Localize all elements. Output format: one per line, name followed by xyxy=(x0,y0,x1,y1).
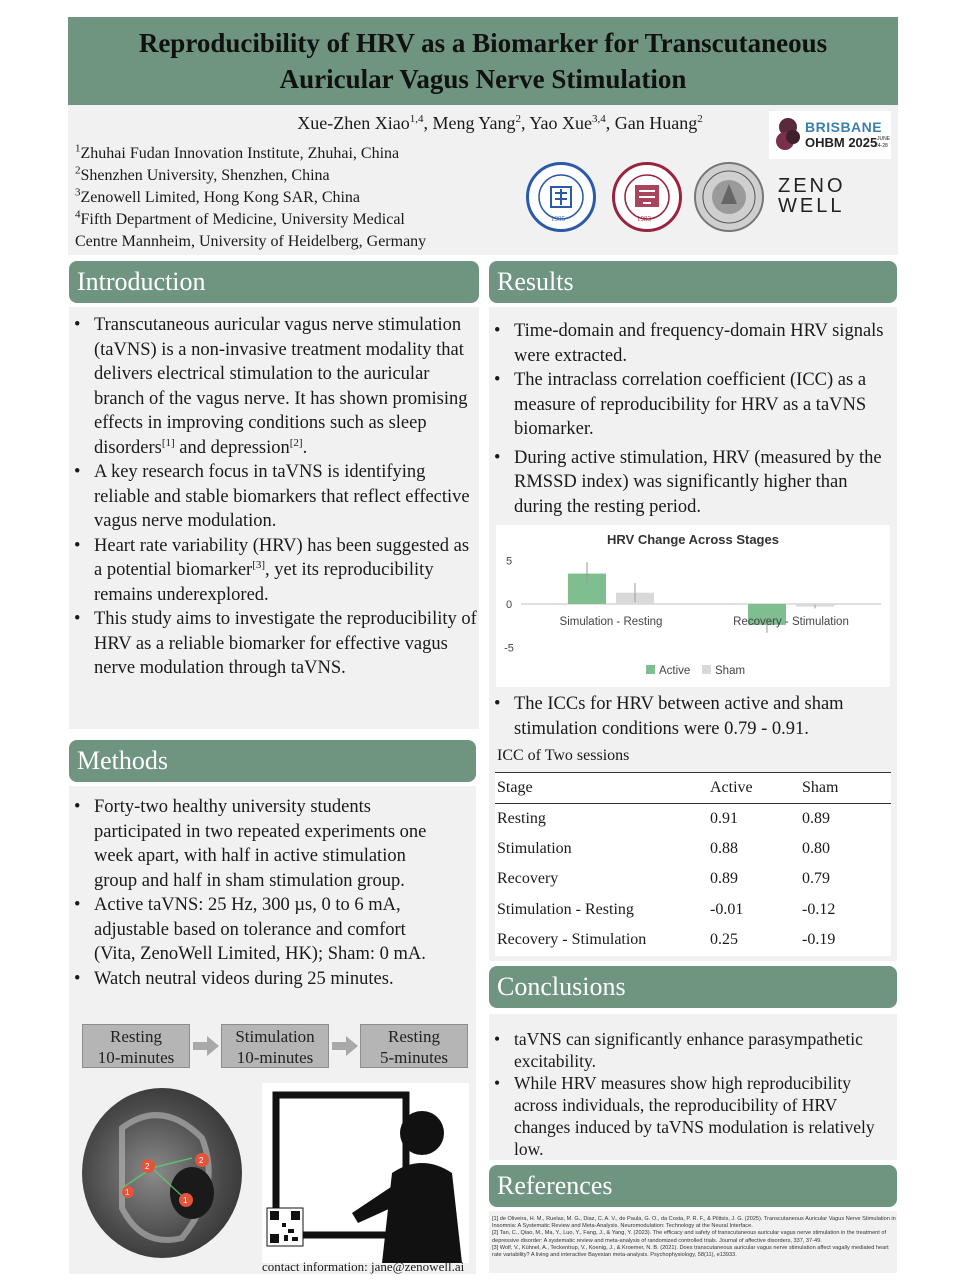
results-heading-text: Results xyxy=(497,267,574,296)
results-list-top xyxy=(490,319,895,519)
flow-step-label: Resting xyxy=(388,1027,440,1046)
bullet-text: Watch neutral videos during 25 minutes. xyxy=(94,968,394,989)
ear-marker: 1 xyxy=(125,1188,130,1197)
y-tick-label: 0 xyxy=(505,599,513,611)
bullet-text: taVNS can significantly enhance parasympathetic excitability. xyxy=(514,1029,863,1071)
table-cell: -0.01 xyxy=(710,900,744,918)
ohbm-name: OHBM 2025 xyxy=(805,135,878,150)
list-item xyxy=(490,446,895,520)
ohbm-date-top: JUNE xyxy=(877,136,891,142)
icc-table-caption: ICC of Two sessions xyxy=(497,747,630,764)
author-name: Gan Huang xyxy=(614,113,698,133)
table-row xyxy=(495,834,891,865)
results-list-bottom xyxy=(490,692,895,741)
participant-illustration xyxy=(262,1083,469,1263)
zenowell-line-2: WELL xyxy=(778,195,845,217)
table-cell: 0.89 xyxy=(802,809,830,827)
list-item xyxy=(70,967,440,992)
author-sup: 2 xyxy=(697,113,703,125)
list-item xyxy=(70,795,440,893)
bullet-text: . xyxy=(302,437,308,458)
heidelberg-seal-icon xyxy=(696,164,762,230)
table-cell: 0.79 xyxy=(802,870,830,888)
bullet-text: Active taVNS: 25 Hz, 300 µs, 0 to 6 mA, adjustable based on tolerance and comfort (Vita, ZenoWell Limited, HK); Sham: 0 mA. xyxy=(94,895,426,964)
shenzhen-year: 1983 xyxy=(637,215,651,223)
ohbm-logo xyxy=(769,111,891,159)
author-sep: , xyxy=(605,113,615,133)
flow-step-label: Resting xyxy=(110,1027,162,1046)
ohbm-city: BRISBANE xyxy=(805,119,883,135)
table-cell: 0.91 xyxy=(710,809,738,827)
zenowell-logo xyxy=(778,176,846,216)
affiliation xyxy=(75,231,495,253)
citation: [1] xyxy=(161,436,175,449)
list-item xyxy=(490,368,895,442)
author-sep: , xyxy=(423,113,433,133)
author-list xyxy=(200,113,800,134)
table-header-row xyxy=(495,773,891,804)
list-item xyxy=(490,1072,895,1160)
conclusions-heading-text: Conclusions xyxy=(497,972,626,1001)
bullet-text: While HRV measures show high reproducibility across individuals, the reproducibility of HRV changes induced by taVNS modulation is relatively low. xyxy=(514,1073,875,1159)
affiliation-text: Zhuhai Fudan Innovation Institute, Zhuhai, China xyxy=(80,145,400,162)
list-item xyxy=(70,460,478,534)
monitor-viewer-icon xyxy=(262,1083,469,1263)
author-sup: 2 xyxy=(515,113,521,125)
ear-device-icon xyxy=(82,1088,242,1258)
ear-illustration xyxy=(82,1088,242,1258)
conclusions-heading xyxy=(489,966,897,1008)
heidelberg-logo xyxy=(694,162,764,232)
poster-title xyxy=(139,25,827,97)
bullet-text: Time-domain and frequency-domain HRV signals were extracted. xyxy=(514,321,884,366)
introduction-heading-text: Introduction xyxy=(77,267,206,296)
affiliation-num: 3 xyxy=(75,186,81,199)
chart-title: HRV Change Across Stages xyxy=(607,532,779,547)
flow-step-duration: 10-minutes xyxy=(97,1048,175,1067)
affiliation xyxy=(75,209,495,231)
table-cell: 0.89 xyxy=(710,870,738,888)
title-banner xyxy=(68,17,898,105)
legend-swatch xyxy=(702,665,711,674)
references-heading xyxy=(489,1165,897,1207)
methods-list xyxy=(70,795,440,991)
column-header: Active xyxy=(710,778,753,796)
references-heading-text: References xyxy=(497,1171,613,1200)
results-heading xyxy=(489,261,897,303)
table-cell: Recovery - Stimulation xyxy=(497,931,647,949)
column-header: Stage xyxy=(497,778,533,796)
author-name: Meng Yang xyxy=(432,113,516,133)
bullet-text: A key research focus in taVNS is identifying reliable and stable biomarkers that reflect effective vagus nerve modulation. xyxy=(94,462,470,531)
table-cell: 0.88 xyxy=(710,839,738,857)
author-name: Xue-Zhen Xiao xyxy=(297,113,410,133)
affiliation xyxy=(75,187,495,209)
fudan-logo xyxy=(526,162,596,232)
flow-step-duration: 10-minutes xyxy=(236,1048,314,1067)
affiliation-list xyxy=(75,143,495,253)
affiliation-text: Centre Mannheim, University of Heidelberg, Germany xyxy=(75,233,427,250)
list-item xyxy=(70,534,478,608)
arrow-right-icon xyxy=(193,1036,219,1056)
icc-table xyxy=(495,772,891,956)
bullet-text: The ICCs for HRV between active and sham stimulation conditions were 0.79 - 0.91. xyxy=(514,694,844,739)
flow-step-stimulation xyxy=(221,1024,329,1068)
introduction-list xyxy=(70,313,478,681)
ear-marker: 2 xyxy=(199,1156,204,1165)
table-cell: 0.80 xyxy=(802,839,830,857)
ear-marker: 2 xyxy=(145,1162,150,1171)
reference-item: [1] de Oliveira, H. M., Ruelas, M. G., Diaz, C. A. V., de Paula, G. O., da Costa, P. R. F., & Pilitsis, J. G. (2025). Transcutaneous Auricular Vagus Nerve Stimulation in Insomnia: A Systematic Review and Meta-Analysis. Neuromodulation: Technology at the Neural Interface. xyxy=(492,1216,896,1230)
author-sep: , xyxy=(520,113,530,133)
affiliation-text: Fifth Department of Medicine, University Medical xyxy=(80,211,405,228)
bullet-text: Transcutaneous auricular vagus nerve stimulation (taVNS) is a non-invasive treatment modality that delivers electrical stimulation to the auricular branch of the vagus nerve. It has shown promising effects in improving conditions such as sleep disorders xyxy=(94,315,468,458)
reference-item: [3] Wolf, V., Kühnel, A., Teckentrup, V., Koenig, J., & Kroemer, N. B. (2021). Does transcutaneous auricular vagus nerve stimulation affect vagally mediated heart rate variability? A living and interactive Bayesian meta-analysis. Psychophysiology, 58(11), e13933. xyxy=(492,1244,889,1259)
legend-swatch xyxy=(646,665,655,674)
y-tick-label: -5 xyxy=(504,642,514,655)
methods-heading-text: Methods xyxy=(77,746,168,775)
introduction-heading xyxy=(69,261,479,303)
y-tick-label: 5 xyxy=(505,555,513,568)
bullet-text: and depression xyxy=(174,437,290,458)
brain-icon xyxy=(773,115,803,155)
citation: [3] xyxy=(252,558,266,571)
x-tick-label: Simulation - Resting xyxy=(559,616,663,628)
list-item xyxy=(70,893,440,967)
flow-step-label: Stimulation xyxy=(235,1027,315,1046)
column-header: Sham xyxy=(802,778,839,796)
affiliation xyxy=(75,143,495,165)
author-sup: 3,4 xyxy=(592,113,606,125)
arrow-right-icon xyxy=(332,1036,358,1056)
references-list xyxy=(492,1216,896,1259)
bullet-text: The intraclass correlation coefficient (ICC) as a measure of reproducibility for HRV as a taVNS biomarker. xyxy=(514,370,867,439)
contact-info: contact information: jane@zenowell.ai xyxy=(262,1259,465,1274)
title-line-2: Auricular Vagus Nerve Stimulation xyxy=(279,64,687,94)
list-item xyxy=(490,319,895,368)
affiliation-text: Shenzhen University, Shenzhen, China xyxy=(80,167,330,184)
affiliation-text: Zenowell Limited, Hong Kong SAR, China xyxy=(80,189,361,206)
table-cell: Stimulation xyxy=(497,839,572,857)
citation: [2] xyxy=(289,436,303,449)
legend-label: Active xyxy=(659,665,691,677)
table-cell: -0.19 xyxy=(802,931,836,949)
list-item xyxy=(490,1028,895,1072)
reference-item: [2] Tan, C., Qiao, M., Ma, Y., Luo, Y., Fang, J., & Yang, Y. (2023). The efficacy and safety of transcutaneous auricular vagus nerve stimulation in the treatment of depressive disorder: A systematic review and meta-analysis of randomized controlled trials. Journal of affective disorders, 337, 37-49. xyxy=(492,1230,887,1244)
affiliation-num: 2 xyxy=(75,164,81,177)
flow-step-resting xyxy=(82,1024,190,1068)
affiliation-num: 4 xyxy=(75,208,81,221)
fudan-year: 1905 xyxy=(551,215,565,223)
title-line-1: Reproducibility of HRV as a Biomarker for Transcutaneous xyxy=(138,28,828,58)
ohbm-date-bottom: 24-28 xyxy=(875,143,888,149)
table-row xyxy=(495,803,891,834)
table-row xyxy=(495,895,891,926)
affiliation-num: 1 xyxy=(75,142,81,155)
list-item xyxy=(70,313,478,460)
flow-step-recovery xyxy=(360,1024,468,1068)
author-name: Yao Xue xyxy=(529,113,593,133)
bullet-text: Forty-two healthy university students participated in two repeated experiments one week apart, with half in active stimulation group and half in sham stimulation group. xyxy=(94,797,427,891)
bullet-text: Heart rate variability (HRV) has been suggested as a potential biomarker xyxy=(94,535,470,580)
table-cell: 0.25 xyxy=(710,931,738,949)
hrv-chart-svg xyxy=(496,525,890,687)
bullet-text: During active stimulation, HRV (measured by the RMSSD index) was significantly higher than during the resting period. xyxy=(514,447,882,517)
table-row xyxy=(495,864,891,895)
table-row xyxy=(495,925,891,956)
list-item xyxy=(490,692,895,741)
shenzhen-logo xyxy=(612,162,682,232)
list-item xyxy=(70,607,478,681)
methods-heading xyxy=(69,740,476,782)
table-cell: -0.12 xyxy=(802,900,836,918)
table-cell: Recovery xyxy=(497,870,559,888)
bullet-text: , yet its reproducibility remains underexplored. xyxy=(94,560,434,605)
author-sup: 1,4 xyxy=(409,113,424,125)
conclusions-list xyxy=(490,1028,895,1160)
legend-label: Sham xyxy=(715,665,746,677)
table-cell: Stimulation - Resting xyxy=(497,900,634,918)
affiliation xyxy=(75,165,495,187)
bullet-text: This study aims to investigate the reproducibility of HRV as a reliable biomarker for effective vagus nerve modulation through taVNS. xyxy=(94,609,477,678)
hrv-chart xyxy=(496,525,890,687)
zenowell-line-1: ZENO xyxy=(778,175,846,197)
ear-marker: 1 xyxy=(183,1196,188,1205)
table-cell: Resting xyxy=(497,809,546,827)
flow-step-duration: 5-minutes xyxy=(380,1048,448,1067)
x-tick-label: Recovery - Stimulation xyxy=(733,616,849,628)
